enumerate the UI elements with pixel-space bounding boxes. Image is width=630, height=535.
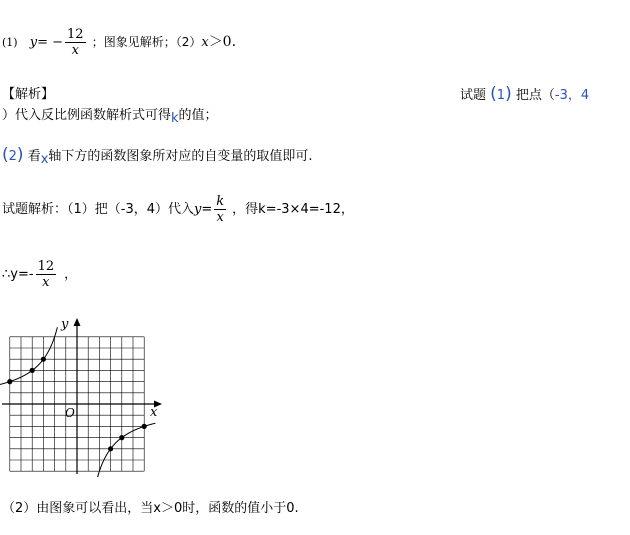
y-variable: y	[29, 35, 38, 50]
plotted-point	[119, 435, 124, 440]
plotted-point	[142, 424, 147, 429]
k-fraction	[214, 194, 226, 225]
fraction-numerator: 12	[67, 27, 84, 42]
result-fraction	[36, 259, 57, 290]
tag-paren-close: )	[505, 84, 512, 104]
part1-label: (1)	[2, 36, 18, 49]
curve-left-branch	[0, 327, 57, 385]
line2-paren-open: (	[2, 145, 9, 165]
line2-num: 2	[8, 149, 17, 164]
analysis-line1-post: 的值；	[178, 108, 218, 123]
analysis-line1-pre: ）代入反比例函数解析式可得	[2, 108, 172, 123]
equals-minus: = −	[37, 35, 64, 50]
analysis-line1-k: k	[171, 111, 179, 126]
x-variable: x	[201, 35, 209, 50]
fraction-denominator: x	[65, 42, 86, 58]
line2-paren-close: )	[16, 145, 24, 165]
solution-line-3: （2）由图象可以看出，当x＞0时，函数的值小于0.	[2, 501, 299, 516]
analysis-line-2	[2, 145, 313, 165]
solution-line1-pre: 试题解析：（1）把（-3，4）代入	[2, 202, 195, 217]
result-numerator: 12	[37, 259, 55, 274]
y-axis-label: y	[61, 317, 69, 332]
k-numerator: k	[216, 194, 225, 209]
plotted-point	[41, 357, 46, 362]
plotted-point	[108, 446, 113, 451]
analysis-line-1	[2, 104, 218, 126]
tag-coords: -3，4	[554, 88, 590, 103]
line2-post: 轴下方的函数图象所对应的自变量的取值即可.	[48, 149, 313, 164]
origin-label: O	[65, 406, 75, 420]
part2-answer: ＞0.	[208, 34, 237, 50]
k-denominator: x	[214, 209, 226, 225]
line2-x: x	[40, 152, 49, 167]
tag-label: 试题	[460, 88, 487, 103]
tag-num: 1	[496, 88, 506, 103]
curve-right-branch	[97, 423, 156, 477]
plotted-point	[30, 368, 35, 373]
line2-pre: 看	[27, 149, 41, 164]
analysis-heading: 【解析】	[2, 87, 55, 102]
solution-y: y	[194, 202, 202, 217]
solution-line2-pre: ∴y=-	[2, 267, 34, 282]
x-axis-label: x	[150, 405, 158, 420]
result-denominator: x	[36, 274, 57, 290]
plotted-point	[7, 379, 12, 384]
solution-line-2	[2, 259, 77, 290]
solution-line-1	[2, 194, 354, 225]
part1-suffix: ；图象见解析；（2）	[91, 35, 202, 49]
solution-line1-post: ，得k=-3×4=-12，	[232, 202, 354, 217]
analysis-tag	[460, 84, 589, 104]
answer-line	[2, 27, 236, 58]
solution-line2-post: ，	[64, 267, 78, 282]
tag-paren-open: (	[490, 84, 497, 104]
tag-text: 把点（	[515, 88, 555, 103]
function-graph	[0, 312, 170, 477]
y-axis-arrow	[74, 318, 81, 326]
solution-eq: =	[201, 202, 213, 217]
fraction	[65, 27, 86, 58]
